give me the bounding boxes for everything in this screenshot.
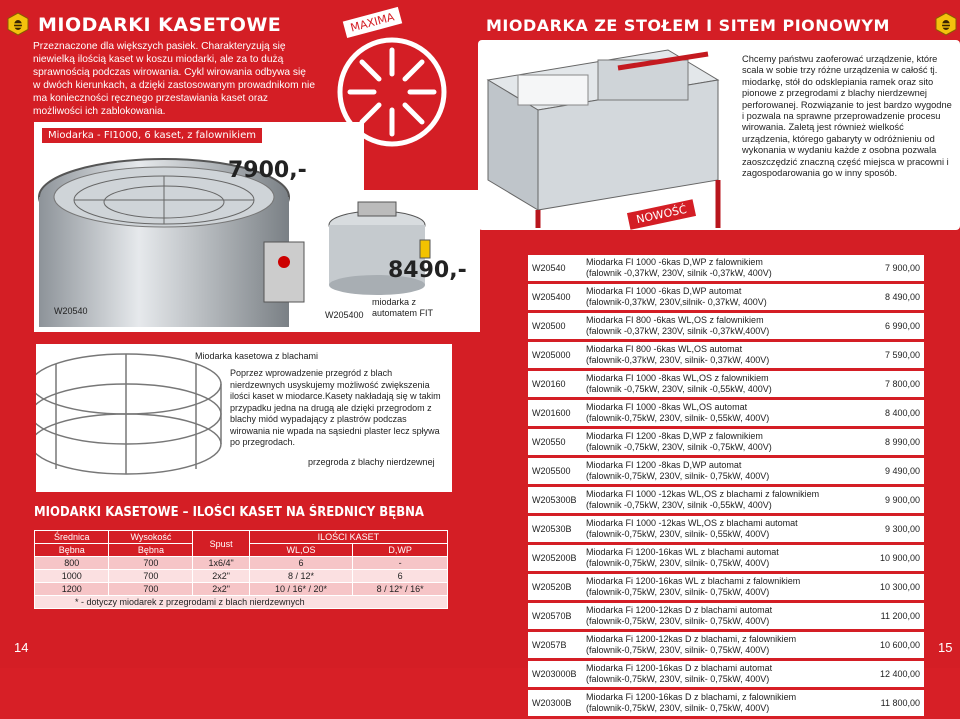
product-description [582,400,872,426]
product-price: 9 490,00 [872,458,924,484]
price-row [528,487,924,513]
product2-price: 8490,- [388,258,467,283]
product1-code: W20540 [54,306,88,316]
product-description [582,342,872,368]
cell: 8 / 12* / 16* [353,583,448,596]
product-description: Chcemy państwu zaoferować urządzenie, które scala w sobie trzy różne urządzenia w całość tj. miodarkę, stół do odsklepiania ramek oraz sito pionowe z przegrodami z blachy nierdzewnej perforowanej. Rozwiązanie to jest bardzo wygodne i pozwala na sprawne przeprowadzenie procesu wirowania. Zaletą jest również wielkość urządzenia, którego gabaryty w odróżnieniu od wykonania w wydaniu każde z osobna pozwala zaoszczędzić znaczną część miejsca w pracowni i zagospodarowania go w inny sposób. [742,54,952,179]
product-specs: (falownik-0,37kW, 230V,silnik- 0,37kW, 400V) [586,297,767,307]
product1-caption: Miodarka - FI1000, 6 kaset, z falownikiem [42,128,262,143]
product-name: Miodarka Fi 1200-16kas WL z blachami z falownikiem [586,576,801,586]
table-title: MIODARKI KASETOWE – ILOŚCI KASET NA ŚREDNICY BĘBNA [34,505,424,520]
product-price: 7 900,00 [872,255,924,281]
product-name: Miodarka Fi 1200-16kas WL z blachami automat [586,547,779,557]
product-price: 7 590,00 [872,342,924,368]
price-list [528,252,924,719]
product-price: 6 990,00 [872,313,924,339]
price-row [528,342,924,368]
product-name: Miodarka Fi 1200-12kas D z blachami automat [586,605,773,615]
product-description [582,545,872,571]
product-description [582,371,872,397]
price-row [528,516,924,542]
price-row [528,458,924,484]
left-page [0,0,480,668]
product-price: 7 800,00 [872,371,924,397]
product-code: W205400 [528,284,582,310]
product-description [582,458,872,484]
product1-price: 7900,- [228,158,307,183]
product-specs: (falownik -0,37kW, 230V, silnik -0,37kW, 400V) [586,268,772,278]
header-count: ILOŚCI KASET [249,531,447,544]
price-row [528,690,924,716]
product-name: Miodarka FI 1000 -8kas WL,OS z falownikiem [586,373,769,383]
product-price: 10 600,00 [872,632,924,658]
spec-table [34,530,448,609]
product-code: W205300B [528,487,582,513]
product-code: W20530B [528,516,582,542]
product-price: 8 990,00 [872,429,924,455]
product-code: W20160 [528,371,582,397]
product2-caption: miodarka z automatem FIT [372,297,434,318]
product-specs: (falownik-0,75kW, 230V, silnik- 0,75kW, 400V) [586,471,770,481]
cell: 700 [109,557,193,570]
product-description [582,661,872,687]
price-row [528,400,924,426]
spec-table-wrapper [34,530,448,609]
table-extractor-frame [478,40,960,230]
cell: 800 [35,557,109,570]
price-row [528,545,924,571]
product-specs: (falownik-0,75kW, 230V, silnik- 0,75kW, 400V) [586,616,770,626]
product-specs: (falownik -0,75kW, 230V, silnik -0,55kW, 400V) [586,384,772,394]
product-code: W201600 [528,400,582,426]
product-price: 10 900,00 [872,545,924,571]
cell: 1200 [35,583,109,596]
cell: 6 [249,557,352,570]
product-name: Miodarka FI 1000 -6kas D,WP z falownikiem [586,257,763,267]
header-diameter: Średnica [35,531,109,544]
product-code: W20500 [528,313,582,339]
product-name: Miodarka FI 1200 -8kas D,WP automat [586,460,742,470]
product-description [582,690,872,716]
product-price: 9 900,00 [872,487,924,513]
price-row [528,574,924,600]
product-name: Miodarka FI 800 -6kas WL,OS z falownikiem [586,315,764,325]
product-description [582,487,872,513]
table-row [35,557,448,570]
product-description [582,603,872,629]
product-specs: (falownik-0,75kW, 230V, silnik- 0,75kW, 400V) [586,703,770,713]
cell: - [353,557,448,570]
basket-with-dividers-photo [36,344,236,492]
product3-text: Poprzez wprowadzenie przegród z blach nierdzewnych usyskujemy możliwość zwiększenia ilości kaset w miodarce.Kasety nakładają się w takim przypadku jedna na drugą ale dzięki przegrodom z blachy miód wypadający z plastrów podczas wirowania nie wpada na sąsiedni plaster lecz spływa po przegrodach. [230,368,441,447]
price-row [528,284,924,310]
bee-logo-icon [934,12,958,36]
product-description [582,429,872,455]
cell: 1x6/4" [193,557,249,570]
product-name: Miodarka FI 1200 -8kas D,WP z falownikiem [586,431,763,441]
product-name: Miodarka FI 1000 -8kas WL,OS automat [586,402,748,412]
price-row [528,661,924,687]
product-specs: (falownik -0,75kW, 230V, silnik -0,55kW, 400V) [586,500,772,510]
product-name: Miodarka Fi 1200-12kas D z blachami, z falownikiem [586,634,797,644]
header-height: Wysokość [109,531,193,544]
cell: 700 [109,570,193,583]
product-description [582,284,872,310]
subheader-height: Bębna [109,544,193,557]
product-price: 12 400,00 [872,661,924,687]
subheader-dwp: D,WP [353,544,448,557]
product-name: Miodarka FI 800 -6kas WL,OS automat [586,344,743,354]
price-row [528,371,924,397]
product-code: W2057B [528,632,582,658]
table-row [35,583,448,596]
product-specs: (falownik-0,75kW, 230V, silnik- 0,55kW, 400V) [586,529,770,539]
product-code: W20550 [528,429,582,455]
product-code: W20300B [528,690,582,716]
product-specs: (falownik-0,75kW, 230V, silnik- 0,55kW, 400V) [586,413,770,423]
product-price: 11 200,00 [872,603,924,629]
product-description [582,632,872,658]
cell: 2x2" [193,583,249,596]
product-name: Miodarka FI 1000 -12kas WL,OS z blachami z falownikiem [586,489,820,499]
product-price: 8 490,00 [872,284,924,310]
right-page-title: MIODARKA ZE STOŁEM I SITEM PIONOWYM [486,16,890,35]
product-specs: (falownik-0,37kW, 230V, silnik- 0,37kW, 400V) [586,355,770,365]
product-specs: (falownik-0,75kW, 230V, silnik- 0,75kW, 400V) [586,645,770,655]
extractor-photo [34,122,364,332]
product-specs: (falownik-0,75kW, 230V, silnik- 0,75kW, 400V) [586,587,770,597]
subheader-wlos: WL,OS [249,544,352,557]
product-code: W20520B [528,574,582,600]
bee-logo-icon [6,12,30,36]
product-code: W205200B [528,545,582,571]
product-code: W20570B [528,603,582,629]
product-name: Miodarka FI 1000 -12kas WL,OS z blachami automat [586,518,798,528]
product-specs: (falownik-0,75kW, 230V, silnik- 0,75kW, 400V) [586,558,770,568]
product-name: Miodarka Fi 1200-16kas D z blachami automat [586,663,773,673]
product-code: W205500 [528,458,582,484]
product-price: 9 300,00 [872,516,924,542]
page-number-right: 15 [938,640,953,655]
page-number-left: 14 [14,640,29,655]
product-code: W205000 [528,342,582,368]
price-row [528,313,924,339]
price-row [528,429,924,455]
product-specs: (falownik-0,75kW, 230V, silnik- 0,75kW, 400V) [586,674,770,684]
product3-title: Miodarka kasetowa z blachami [195,351,319,361]
price-table [528,252,924,719]
subheader-diameter: Bębna [35,544,109,557]
cell: 6 [353,570,448,583]
cell: 8 / 12* [249,570,352,583]
product-specs: (falownik -0,75kW, 230V, silnik -0,75kW, 400V) [586,442,772,452]
product-name: Miodarka FI 1000 -6kas D,WP automat [586,286,742,296]
product-name: Miodarka Fi 1200-16kas D z blachami, z falownikiem [586,692,797,702]
product-description [582,574,872,600]
table-row [35,570,448,583]
price-row [528,603,924,629]
cell: 10 / 16* / 20* [249,583,352,596]
product-specs: (falownik -0,37kW, 230V, silnik -0,37kW,400V) [586,326,770,336]
product-description [582,255,872,281]
product-price: 10 300,00 [872,574,924,600]
page-title: MIODARKI KASETOWE [38,14,282,36]
price-row [528,632,924,658]
new-badge: NOWOŚĆ [627,199,696,230]
cell: 1000 [35,570,109,583]
product3-caption: przegroda z blachy nierdzewnej [308,457,435,467]
product-description [582,313,872,339]
product-code: W20540 [528,255,582,281]
cell: 700 [109,583,193,596]
product-code: W203000B [528,661,582,687]
product-photo-frame [34,122,364,332]
product-price: 11 800,00 [872,690,924,716]
extractor-fit-photo [322,200,432,300]
table-footnote: * - dotyczy miodarek z przegrodami z blach nierdzewnych [35,596,448,609]
cell: 2x2" [193,570,249,583]
maxima-label: MAXIMA [343,7,402,38]
product-price: 8 400,00 [872,400,924,426]
price-row [528,255,924,281]
product2-code: W205400 [325,310,364,320]
right-page [480,0,960,713]
intro-text: Przeznaczone dla większych pasiek. Charakteryzują się niewielką ilością kaset w koszu miodarki, ale za to dużą sprawnością podczas wirowania. Cykl wirowania odbywa się w dwóch kierunkach, a dzięki zastosowanym prowadnikom nie ma konieczności ręcznego przestawiania kaset oraz możliwości ich zablokowania. [33,41,315,117]
product-description [582,516,872,542]
header-outlet: Spust [193,531,249,557]
